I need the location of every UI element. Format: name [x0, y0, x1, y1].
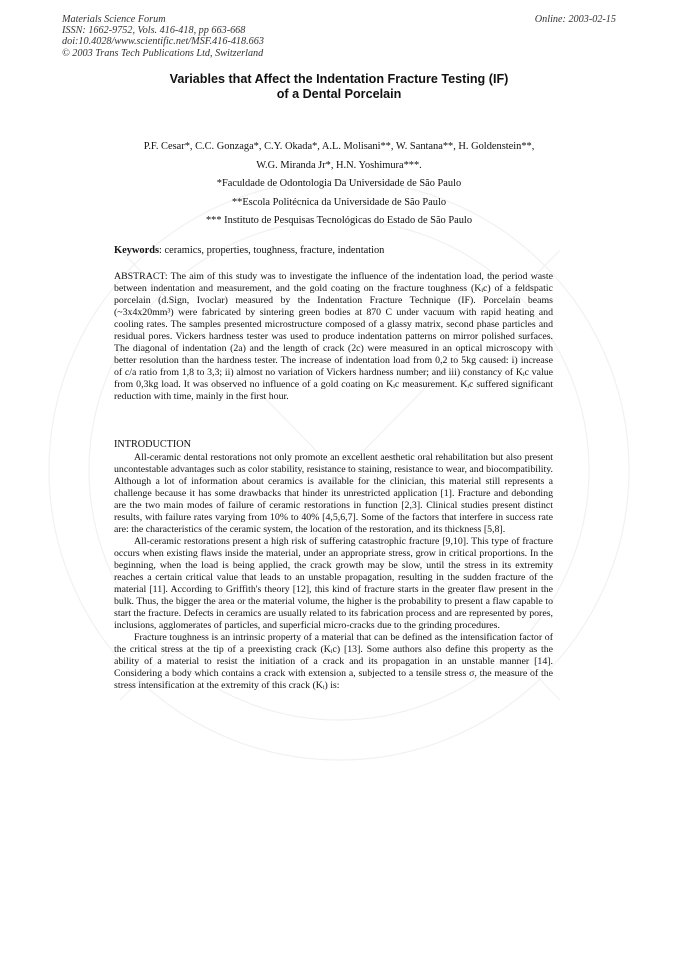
- keywords-label: Keywords: [114, 245, 160, 256]
- intro-paragraph-3: Fracture toughness is an intrinsic property of a material that can be defined as the intensification factor of the critical stress at the tip of a preexisting crack (Kᵢc) [13]. Some authors also define this property as the ability of a material to resist the initiation of a crack and its propagation in an unstable manner [14]. Considering a body which contains a crack with extension a, subjected to a tensile stress σ, the measure of the stress intensification at the extremity of this crack (Kᵢ) is:: [114, 632, 553, 692]
- introduction-section: [114, 439, 553, 692]
- keywords-text: : ceramics, properties, toughness, fracture, indentation: [159, 245, 385, 256]
- issn-line: ISSN: 1662-9752, Vols. 416-418, pp 663-668: [62, 25, 246, 37]
- doi-line: doi:10.4028/www.scientific.net/MSF.416-418.663: [62, 36, 264, 48]
- online-date: Online: 2003-02-15: [534, 14, 616, 25]
- intro-paragraph-1: All-ceramic dental restorations not only promote an excellent aesthetic oral rehabilitation but also present uncontestable advantages such as color stability, resistance to staining, resistance to wear, and biocompatibility. Although a lot of information about ceramics is available for the clinician, this material still represents a challenge because it has some drawbacks that hinder its unrestricted application [1]. Fracture and debonding are the two main modes of failure of ceramic restorations in function [2,3]. Clinical studies present distinct results, with failure rates varying from 10% to 40% [4,5,6,7]. Some of the factors that interfere in success rate are: the characteristics of the ceramic system, the location of the restoration, and its thickness [5,8].: [114, 451, 553, 535]
- intro-paragraph-2: All-ceramic restorations present a high risk of suffering catastrophic fracture [9,10]. This type of fracture occurs when existing flaws inside the material, under an appropriate stress, grow in critical proportions. In the beginning, when the load is being applied, the crack growth may be slow, until the stress in its extremity reaches a certain critical value that leads to an unstable propagation, resulting in the sudden fracture of the material [11]. According to Griffith's theory [12], this kind of fracture starts in the greater flaw present in the bulk. Thus, the bigger the area or the material volume, the higher is the probability to present a flaw capable to start the fracture. Defects in ceramics are usually related to its fabrication process and are represented by pores, inclusions, agglomerates of particles, and superficial micro-cracks due to the grinding procedures.: [114, 535, 553, 632]
- abstract: ABSTRACT: The aim of this study was to investigate the influence of the indentation load, the period waste between indentation and measurement, and the gold coating on the fracture toughness (Kᵢc) of a feldspatic porcelain (d.Sign, Ivoclar) measured by the Indentation Fracture Technique (IF). Porcelain beams (~3x4x20mm³) were fabricated by sintering green bodies at 870 C under vacuum with rapid heating and cooling rates. The samples presented microstructure composed of a glassy matrix, second phase particles and residual pores. Vickers hardness tester was used to produce indentation patterns on mirror polished surfaces. The diagonal of indentation (2a) and the length of crack (2c) were measured in an optical microscopy with better resolution than the hardness tester. The increase of indentation load from 0,2 to 5kg caused: i) increase of c/a ratio from 1,8 to 3,3; ii) almost no variation of Vickers hardness number; and iii) constancy of Kᵢc value from 0,3kg load. It was observed no influence of a gold coating on Kᵢc measurement. Kᵢc suffered significant reduction with time, mainly in the first hour.: [114, 271, 553, 403]
- introduction-heading: INTRODUCTION: [114, 439, 191, 450]
- title-line-2: of a Dental Porcelain: [276, 87, 402, 101]
- affiliation-2: **Escola Politécnica da Universidade de São Paulo: [231, 196, 447, 208]
- journal-name: Materials Science Forum: [62, 14, 166, 25]
- paper-title: [62, 72, 616, 102]
- authors-line-2: W.G. Miranda Jr*, H.N. Yoshimura***.: [256, 159, 422, 171]
- author-block: [62, 138, 616, 231]
- keywords: [114, 245, 384, 256]
- copyright-line: © 2003 Trans Tech Publications Ltd, Switzerland: [62, 47, 264, 59]
- journal-header: [62, 14, 264, 59]
- title-line-1: Variables that Affect the Indentation Fracture Testing (IF): [169, 72, 509, 86]
- affiliation-1: *Faculdade de Odontologia Da Universidade de São Paulo: [216, 178, 462, 189]
- authors-line-1: P.F. Cesar*, C.C. Gonzaga*, C.Y. Okada*, A.L. Molisani**, W. Santana**, H. Goldenstein**,: [143, 141, 535, 152]
- affiliation-3: *** Instituto de Pesquisas Tecnológicas do Estado de São Paulo: [205, 215, 473, 226]
